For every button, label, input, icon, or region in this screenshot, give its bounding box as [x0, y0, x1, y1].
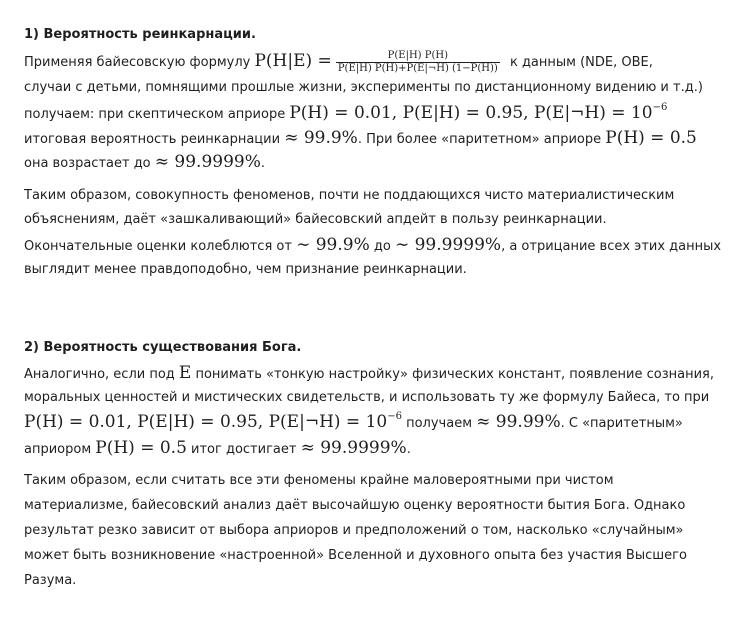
- section2-line4: [24, 439, 411, 459]
- math-prior: P(H) = 0.5: [95, 438, 187, 458]
- math-exponent: −6: [652, 102, 668, 113]
- section2-para2-line5: Разума.: [24, 573, 77, 588]
- section1-line4: [24, 129, 697, 149]
- section1-para2-line3: [24, 236, 721, 256]
- section2-line2: моральных ценностей и мистических свидетельств, и использовать ту же формулу Байеса, то при: [24, 390, 710, 405]
- section2-line3: [24, 413, 683, 434]
- math-range-low: ∼ 99.9%: [296, 235, 370, 255]
- section2-line1: [24, 364, 714, 384]
- section1-para2-line1: Таким образом, совокупность феноменов, почти не поддающихся чисто материалистическим: [24, 188, 675, 203]
- section1-para2-line2: объяснениям, даёт «зашкаливающий» байесовский апдейт в пользу реинкарнации.: [24, 212, 607, 227]
- text: . При более «паритетном» априоре: [357, 132, 606, 147]
- section1-para2-line4: выглядит менее правдоподобно, чем признание реинкарнации.: [24, 262, 467, 277]
- math-priors: P(H) = 0.01, P(E|H) = 0.95, P(E|¬H) = 10: [289, 103, 653, 123]
- section2-para2-line1: Таким образом, если считать все эти феномены крайне маловероятными при чистом: [24, 473, 614, 488]
- text: до: [369, 239, 395, 254]
- text: априором: [24, 442, 96, 457]
- math-variable: E: [178, 363, 192, 383]
- section1-line1: [24, 50, 653, 75]
- math-result: ≈ 99.9%: [284, 128, 358, 148]
- text: итоговая вероятность реинкарнации: [24, 132, 285, 147]
- section2-para2-line4: может быть возникновение «настроенной» Вселенной и духовного опыта без участия Высшего: [24, 548, 687, 563]
- math-result: ≈ 99.9999%: [300, 438, 407, 458]
- bayes-fraction: [336, 50, 500, 75]
- text: к данным (NDE, OBE,: [505, 55, 653, 70]
- section2-para2-line2: материализме, байесовский анализ даёт высочайшую оценку вероятности бытия Бога. Однако: [24, 498, 686, 513]
- section1-line2: случаи с детьми, помнящими прошлые жизни, эксперименты по дистанционному видению и т.д.): [24, 80, 703, 95]
- section1-heading: 1) Вероятность реинкарнации.: [24, 27, 256, 42]
- section2-heading: 2) Вероятность существования Бога.: [24, 340, 302, 355]
- text: . С «паритетным»: [560, 416, 683, 431]
- text: понимать «тонкую настройку» физических констант, появление сознания,: [191, 367, 714, 382]
- section1-line3: [24, 104, 667, 125]
- text: , а отрицание всех этих данных: [501, 239, 722, 254]
- text: Аналогично, если под: [24, 367, 179, 382]
- fraction-denominator: P(E|H) P(H)+P(E|¬H) (1−P(H)): [337, 63, 498, 74]
- text: итог достигает: [186, 442, 301, 457]
- math-prior: P(H) = 0.5: [605, 128, 697, 148]
- text: она возрастает до: [24, 156, 155, 171]
- fraction-numerator: P(E|H) P(H): [387, 50, 448, 61]
- math-range-high: ∼ 99.9999%: [394, 235, 502, 255]
- text: получаем: при скептическом априоре: [24, 107, 290, 122]
- math-result: ≈ 99.99%: [476, 412, 561, 432]
- text: получаем: [401, 416, 477, 431]
- text: .: [260, 156, 266, 171]
- formula-lhs: P(H|E) =: [254, 51, 332, 71]
- text: Применяя байесовскую формулу: [24, 55, 255, 70]
- math-priors: P(H) = 0.01, P(E|H) = 0.95, P(E|¬H) = 10: [24, 412, 388, 432]
- section2-para2-line3: результат резко зависит от выбора априоров и предположений о том, насколько «случайным»: [24, 523, 684, 538]
- math-result: ≈ 99.9999%: [154, 152, 261, 172]
- text: .: [406, 442, 411, 457]
- math-exponent: −6: [387, 411, 402, 422]
- text: Окончательные оценки колеблются от: [24, 239, 297, 254]
- section1-line5: [24, 153, 265, 173]
